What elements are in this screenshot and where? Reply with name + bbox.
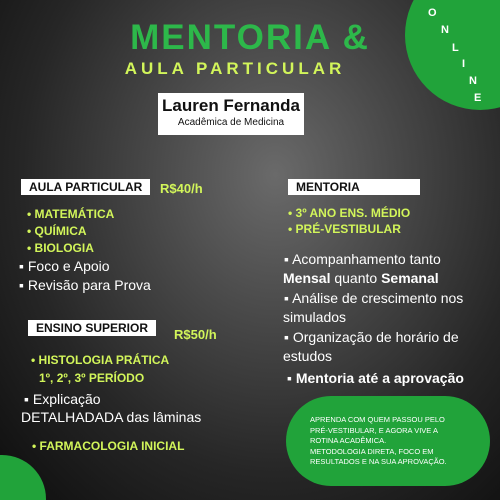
mentoria-feature-continued [283,269,439,288]
mentoria-label: MENTORIA [288,179,420,195]
subject-item: • HISTOLOGIA PRÁTICA [31,353,170,367]
callout-line: PRÉ-VESTIBULAR, E AGORA VIVE A [310,425,438,435]
mentoria-feature-continued: estudos [283,348,333,364]
ensino-superior-label: ENSINO SUPERIOR [28,320,156,336]
callout-line: APRENDA COM QUEM PASSOU PELO [310,415,445,424]
online-badge-letter: N [469,75,477,87]
subject-detail: 1º, 2º, 3º PERÍODO [39,371,145,385]
callout-line: ROTINA ACADÊMICA. [310,436,387,445]
subject-item: • BIOLOGIA [27,241,94,255]
mentoria-feature-continued: simulados [283,309,347,325]
ensino-superior-price: R$50/h [174,327,217,342]
online-badge-letter: O [428,7,437,19]
target-item: • PRÉ-VESTIBULAR [288,222,401,236]
subject-item: • MATEMÁTICA [27,207,115,221]
online-badge-letter: L [452,42,459,54]
mentoria-bold-text: Semanal [381,270,439,286]
profile-role: Acadêmica de Medicina [177,117,285,128]
callout-text [310,415,480,468]
feature-item: ▪ Explicação [24,391,101,407]
callout-line: RESULTADOS E NA SUA APROVAÇÃO. [310,457,447,466]
target-item: • 3º ANO ENS. MÉDIO [288,206,411,220]
online-badge-letter: I [462,58,466,70]
online-badge-letter: N [441,24,449,36]
callout-line: METODOLOGIA DIRETA, FOCO EM [310,446,434,456]
mentoria-feature: ▪ Acompanhamento tanto [284,251,441,267]
corner-circle-decoration [0,455,46,500]
online-badge-letter: E [474,92,482,104]
mentoria-text: quanto [330,270,382,286]
mentoria-feature: ▪ Mentoria até a aprovação [287,370,464,386]
main-title: MENTORIA & [130,18,370,57]
profile-name: Lauren Fernanda [162,96,300,115]
feature-item: ▪ Foco e Apoio [19,258,110,274]
subject-item: • QUÍMICA [27,224,87,238]
aula-particular-price: R$40/h [160,181,203,196]
feature-item-continued: DETALHADADA das lâminas [21,409,202,425]
feature-item: ▪ Revisão para Prova [19,277,151,293]
mentoria-feature: ▪ Análise de crescimento nos [284,290,464,306]
mentoria-bold-text: Mensal [283,270,331,286]
mentoria-feature: ▪ Organização de horário de [284,329,459,345]
profile-card [158,93,304,135]
subject-item: • FARMACOLOGIA INICIAL [32,439,185,453]
subtitle: AULA PARTICULAR [124,59,346,78]
aula-particular-label: AULA PARTICULAR [21,179,150,195]
